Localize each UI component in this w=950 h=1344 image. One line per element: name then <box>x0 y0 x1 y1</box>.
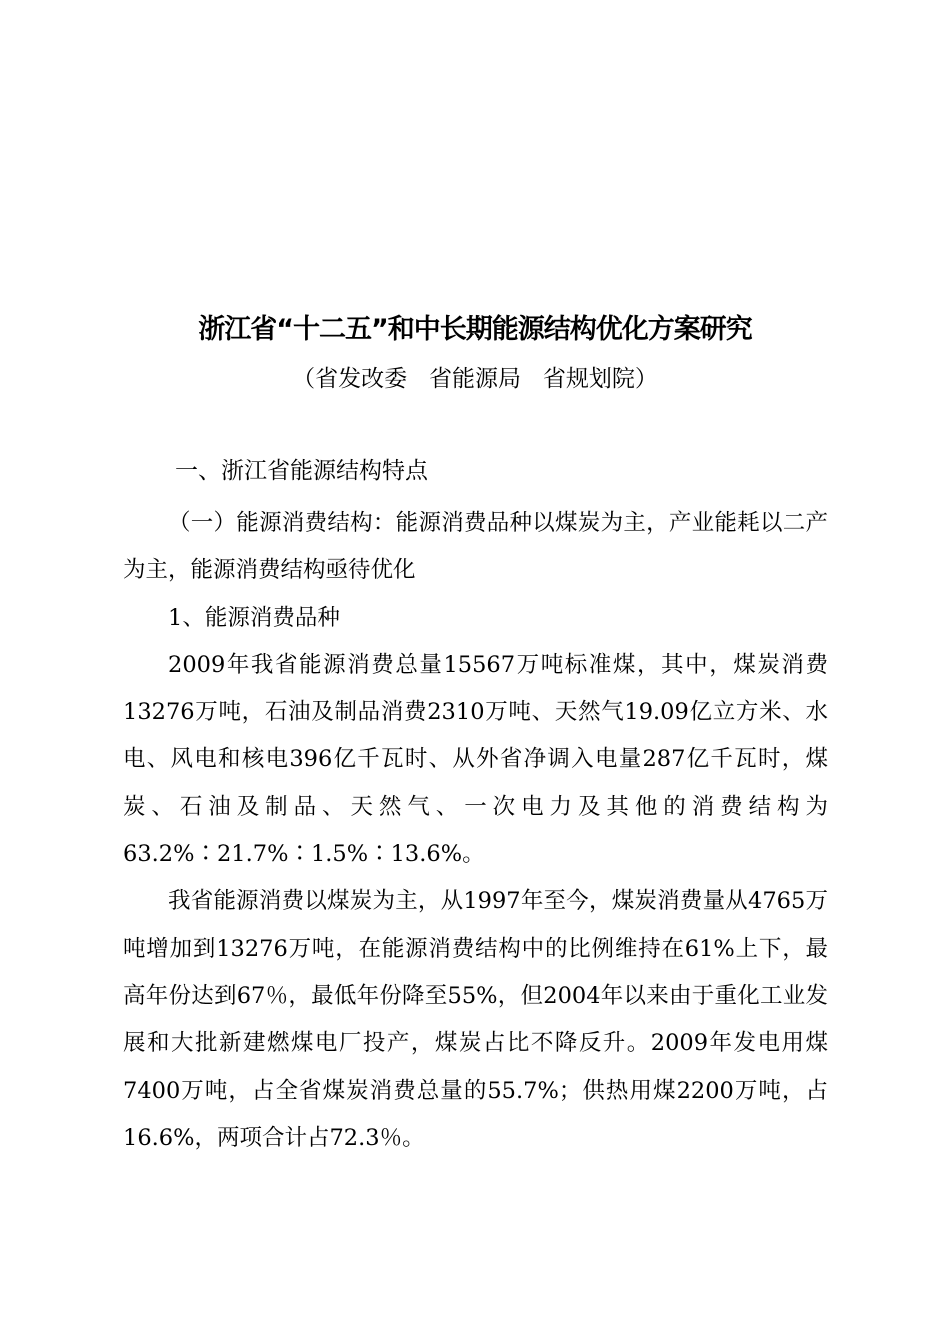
paragraph-coal-dominance: 我省能源消费以煤炭为主，从1997年至今，煤炭消费量从4765万吨增加到13276万吨，在能源消费结构中的比例维持在61%上下，最高年份达到67％，最低年份降至55%，但2004年以来由于重化工业发展和大批新建燃煤电厂投产，煤炭占比不降反升。2009年发电用煤7400万吨，占全省煤炭消费总量的55.7%；供热用煤2200万吨，占16.6%，两项合计占72.3％。 <box>123 888 828 1151</box>
paragraph-subsection-heading: （一）能源消费结构：能源消费品种以煤炭为主，产业能耗以二产为主，能源消费结构亟待优化 <box>123 510 828 584</box>
document-title: 浙江省“十二五”和中长期能源结构优化方案研究 <box>198 314 752 345</box>
document-subtitle: （省发改委 省能源局 省规划院） <box>292 366 658 392</box>
section-heading: 一、浙江省能源结构特点 <box>175 458 428 484</box>
document-body <box>123 500 828 1162</box>
paragraph-item-heading: 1、能源消费品种 <box>168 604 340 631</box>
paragraph-consumption-totals: 2009年我省能源消费总量15567万吨标准煤，其中，煤炭消费13276万吨，石油及制品消费2310万吨、天然气19.09亿立方米、水电、风电和核电396亿千瓦时、从外省净调入电量287亿千瓦时，煤炭、石油及制品、天然气、一次电力及其他的消费结构为63.2%∶21.7%∶1.5%∶13.6%。 <box>123 651 828 868</box>
